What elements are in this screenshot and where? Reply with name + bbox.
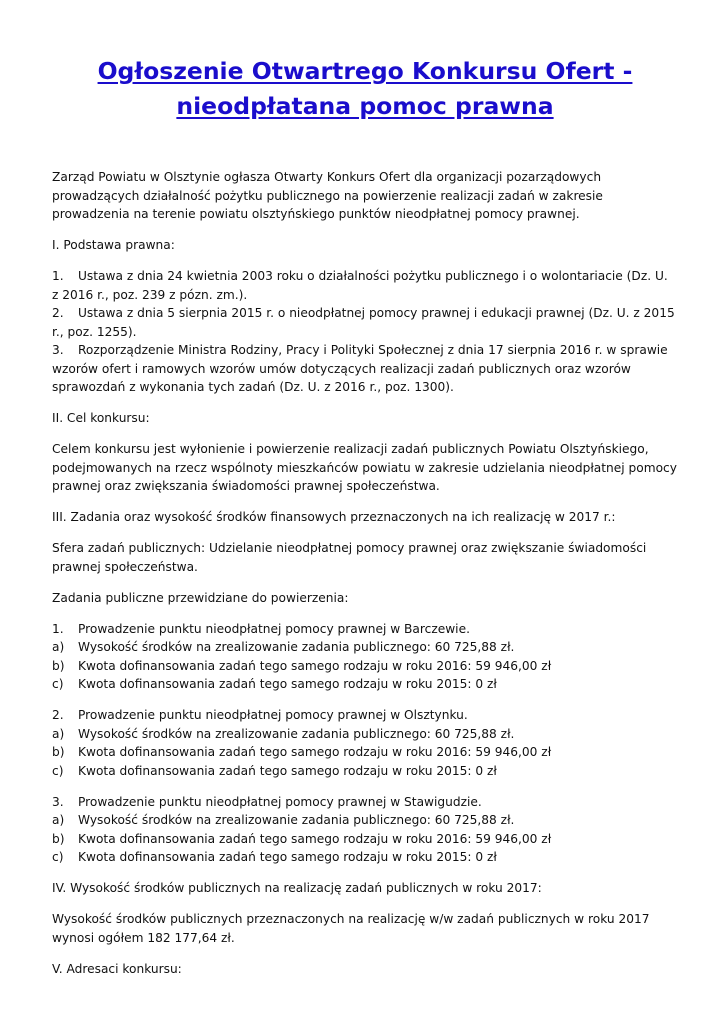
title-line-1[interactable]: Ogłoszenie Otwartrego Konkursu Ofert - xyxy=(97,57,633,85)
legal-basis-list xyxy=(52,267,678,397)
task-detail-a: a) Wysokość środków na zrealizowanie zadania publicznego: 60 725,88 zł. xyxy=(52,813,515,827)
intro-paragraph: Zarząd Powiatu w Olsztynie ogłasza Otwarty Konkurs Ofert dla organizacji pozarządowych prowadzących działalność pożytku publicznego na powierzenie realizacji zadań w zakresie prowadzenia na terenie powiatu olsztyńskiego punktów nieodpłatnej pomocy prawnej. xyxy=(52,170,603,221)
section-4-heading: IV. Wysokość środków publicznych na realizację zadań publicznych w roku 2017: xyxy=(52,881,542,895)
task-name: 3. Prowadzenie punktu nieodpłatnej pomocy prawnej w Stawigudzie. xyxy=(52,794,482,809)
task-block xyxy=(52,706,678,780)
tasks-intro: Zadania publiczne przewidziane do powierzenia: xyxy=(52,590,349,605)
title-line-2[interactable]: nieodpłatana pomoc prawna xyxy=(176,92,554,120)
task-detail-a: a) Wysokość środków na zrealizowanie zadania publicznego: 60 725,88 zł. xyxy=(52,640,515,654)
task-name: 1. Prowadzenie punktu nieodpłatnej pomocy prawnej w Barczewie. xyxy=(52,621,470,636)
section-3-heading: III. Zadania oraz wysokość środków finansowych przeznaczonych na ich realizację w 2017 r.: xyxy=(52,510,616,524)
task-detail-c: c) Kwota dofinansowania zadań tego samego rodzaju w roku 2015: 0 zł xyxy=(52,763,497,778)
section-2-heading: II. Cel konkursu: xyxy=(52,411,150,425)
legal-basis-item: 3. Rozporządzenie Ministra Rodziny, Pracy i Polityki Społecznej z dnia 17 sierpnia 2016 r. w sprawie wzorów ofert i ramowych wzorów umów dotyczących realizacji zadań publicznych oraz wzorów sprawozdań z wykonania tych zadań (Dz. U. z 2016 r., poz. 1300). xyxy=(52,343,668,394)
task-name: 2. Prowadzenie punktu nieodpłatnej pomocy prawnej w Olsztynku. xyxy=(52,708,468,722)
task-detail-b: b) Kwota dofinansowania zadań tego samego rodzaju w roku 2016: 59 946,00 zł xyxy=(52,658,552,673)
task-block xyxy=(52,620,678,694)
task-detail-b: b) Kwota dofinansowania zadań tego samego rodzaju w roku 2016: 59 946,00 zł xyxy=(52,831,552,846)
legal-basis-item: 2. Ustawa z dnia 5 sierpnia 2015 r. o nieodpłatnej pomocy prawnej i edukacji prawnej (Dz. U. z 2015 r., poz. 1255). xyxy=(52,306,675,339)
funds-paragraph: Wysokość środków publicznych przeznaczonych na realizację w/w zadań publicznych w roku 2017 wynosi ogółem 182 177,64 zł. xyxy=(52,912,650,945)
legal-basis-item: 1. Ustawa z dnia 24 kwietnia 2003 roku o działalności pożytku publicznego i o wolontariacie (Dz. U. z 2016 r., poz. 239 z pózn. zm.). xyxy=(52,269,668,302)
task-detail-a: a) Wysokość środków na zrealizowanie zadania publicznego: 60 725,88 zł. xyxy=(52,726,515,741)
task-detail-c: c) Kwota dofinansowania zadań tego samego rodzaju w roku 2015: 0 zł xyxy=(52,850,497,864)
section-1-heading: I. Podstawa prawna: xyxy=(52,238,175,252)
task-detail-c: c) Kwota dofinansowania zadań tego samego rodzaju w roku 2015: 0 zł xyxy=(52,677,497,691)
document-body xyxy=(52,168,678,991)
section-5-heading: V. Adresaci konkursu: xyxy=(52,961,182,976)
goal-paragraph: Celem konkursu jest wyłonienie i powierzenie realizacji zadań publicznych Powiatu Olsztyńskiego, podejmowanych na rzecz wspólnoty mieszkańców powiatu w zakresie udzielania nieodpłatnej pomocy prawnej oraz zwiększania świadomości prawnej społeczeństwa. xyxy=(52,442,677,493)
page-title[interactable] xyxy=(52,54,678,124)
sphere-paragraph: Sfera zadań publicznych: Udzielanie nieodpłatnej pomocy prawnej oraz zwiększanie świadomości prawnej społeczeństwa. xyxy=(52,541,647,574)
task-block xyxy=(52,793,678,867)
task-detail-b: b) Kwota dofinansowania zadań tego samego rodzaju w roku 2016: 59 946,00 zł xyxy=(52,745,552,759)
